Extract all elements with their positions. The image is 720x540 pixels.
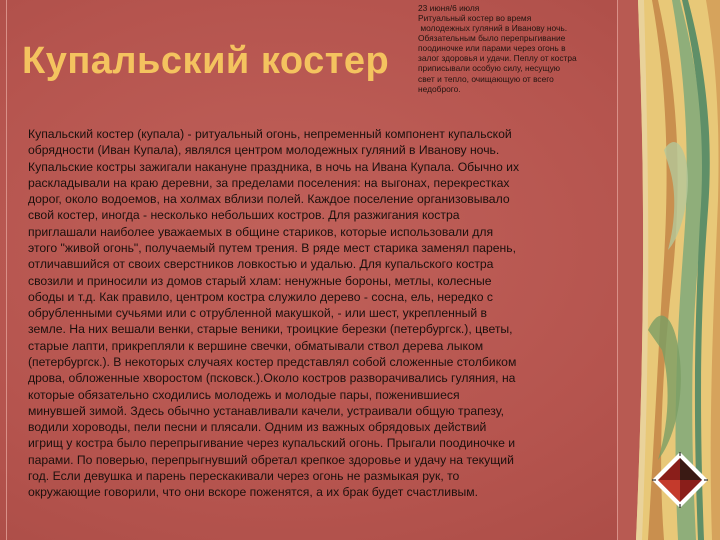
body-line: парами. По поверью, перепрыгнувший обретал крепкое здоровье и удачу на текущий <box>28 452 514 467</box>
ornament-graphic <box>618 0 720 540</box>
side-note-line: залог здоровья и удачи. Пеплу от костра <box>418 53 577 64</box>
side-note-line: свет и тепло, очищающую от всего <box>418 73 554 84</box>
body-line: водили хороводы, пели песни и плясали. Одним из важных обрядовых действий <box>28 420 487 435</box>
decorative-ornament-panel <box>618 0 720 540</box>
slide-title: Купальский костер <box>22 40 390 82</box>
body-text <box>28 126 614 500</box>
body-line: свозили и приносили из домов старый хлам: ненужные бороны, метлы, колесные <box>28 273 492 288</box>
body-line: дорог, около водоемов, на холмах вблизи полей. Каждое поселение организовывало <box>28 192 510 207</box>
side-note <box>418 3 610 94</box>
side-note-line: Ритуальный костер во время <box>418 13 532 24</box>
body-line: ободы и т.д. Как правило, центром костра служило дерево - сосна, ель, нередко с <box>28 289 493 304</box>
body-line: этого "живой огонь", получаемый путем трения. В ряде мест старика заменял парень, <box>28 240 516 255</box>
body-line: минувшей зимой. Здесь обычно устанавливали качели, устраивали общую трапезу, <box>28 403 504 418</box>
side-note-line: молодежных гуляний в Иванову ночь. <box>418 23 568 34</box>
body-line: год. Если девушка и парень перескакивали через огонь не размыкая рук, то <box>28 468 460 483</box>
body-line: Купальский костер (купала) - ритуальный огонь, непременный компонент купальской <box>28 127 512 141</box>
side-note-line: недоброго. <box>418 83 461 94</box>
body-line: (петербургск.). В некоторых случаях костер представлял собой сложенные столбиком <box>28 354 517 369</box>
side-note-line: поодиночке или парами через огонь в <box>418 43 566 54</box>
side-note-line: приписывали особую силу, несущую <box>418 63 561 74</box>
body-line: которые обязательно сходились молодежь и молодые пары, поженившиеся <box>28 387 460 402</box>
body-line: раскладывали на краю деревни, за пределами поселения: на выгонах, перекрестках <box>28 175 510 190</box>
body-line: игрищ у костра было перепрыгивание через купальский огонь. Прыгали поодиночке и <box>28 436 516 451</box>
body-line: свой костер, иногда - несколько небольших костров. Для разжигания костра <box>28 208 460 223</box>
body-line: окружающие говорили, что они вскоре поженятся, а их брак будет счастливым. <box>28 485 479 500</box>
body-line: обрубленными сучьями или с отрубленной макушкой, - или шест, укрепленный в <box>28 306 488 321</box>
body-line: старые лапти, прикрепляли к вершине свечки, обматывали ствол дерева лыком <box>28 338 484 353</box>
body-line: приглашали наиболее уважаемых в общине стариков, которые использовали для <box>28 224 494 239</box>
body-line: Купальские костры зажигали накануне праздника, в ночь на Ивана Купала. Обычно их <box>28 159 520 174</box>
body-line: дрова, обложенные хворостом (псковск.).Около костров разворачивались гуляния, на <box>28 371 516 386</box>
body-line: отличавшийся от своих сверстников ловкостью и удалью. Для купальского костра <box>28 257 494 272</box>
side-note-line: 23 июня/6 июля <box>418 3 480 13</box>
side-note-line: Обязательным было перепрыгивание <box>418 33 566 44</box>
body-line: обрядности (Иван Купала), являлся центром молодежных гуляний в Иванову ночь. <box>28 143 500 158</box>
body-line: земле. На них вешали венки, старые веники, троицкие березки (петербургск.), цветы, <box>28 322 513 337</box>
